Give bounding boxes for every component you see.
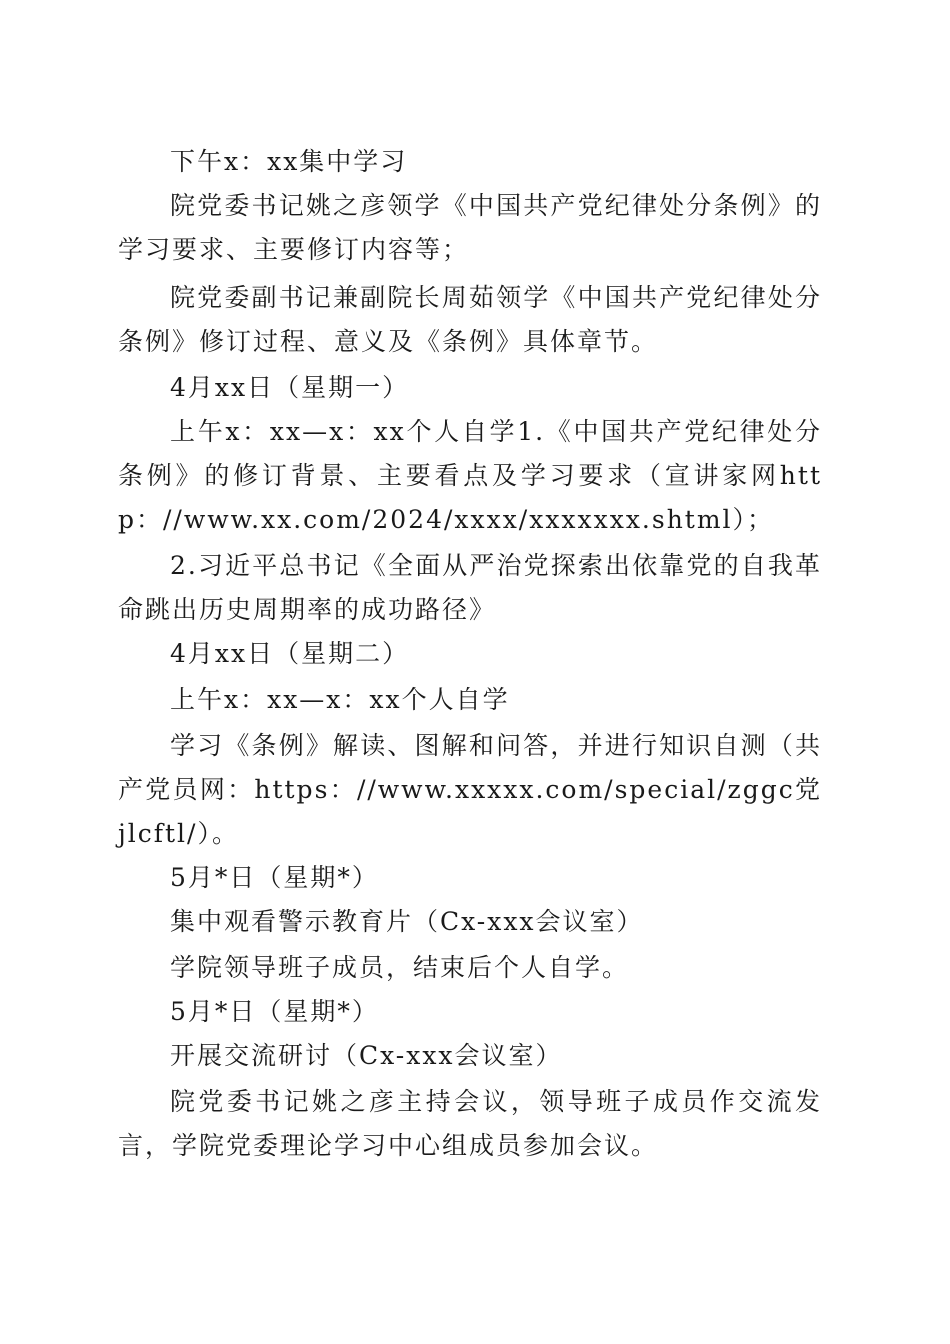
paragraph-warning-film: 集中观看警示教育片（Cx-xxx会议室） <box>170 907 644 936</box>
paragraph-secretary-lead: 院党委书记姚之彦领学《中国共产党纪律处分条例》的学习要求、主要修订内容等； <box>118 191 822 264</box>
paragraph-study-test: 学习《条例》解读、图解和问答，并进行知识自测（共产党员网：https：//www.xxxxx.com/special/zggc党jlcftl/）。 <box>118 731 822 848</box>
paragraph-leadership-members: 学院领导班子成员，结束后个人自学。 <box>170 953 630 982</box>
paragraph-discussion: 开展交流研讨（Cx-xxx会议室） <box>170 1041 563 1070</box>
paragraph-date-may-a: 5月*日（星期*） <box>170 863 379 892</box>
paragraph-self-study-1: 上午x：xx—x：xx个人自学1.《中国共产党纪律处分条例》的修订背景、主要看点及学习要求（宣讲家网http：//www.xx.com/2024/xxxx/xxxxxxx.shtml）； <box>118 417 822 534</box>
paragraph-deputy-lead: 院党委副书记兼副院长周茹领学《中国共产党纪律处分条例》修订过程、意义及《条例》具体章节。 <box>118 283 822 356</box>
paragraph-morning-self-study: 上午x：xx—x：xx个人自学 <box>170 685 510 714</box>
paragraph-date-tuesday: 4月xx日（星期二） <box>170 639 410 668</box>
paragraph-meeting-host: 院党委书记姚之彦主持会议，领导班子成员作交流发言，学院党委理论学习中心组成员参加会议。 <box>118 1087 822 1160</box>
paragraph-date-monday: 4月xx日（星期一） <box>170 373 410 402</box>
paragraph-afternoon-study: 下午x：xx集中学习 <box>170 147 408 176</box>
paragraph-date-may-b: 5月*日（星期*） <box>170 997 379 1026</box>
paragraph-self-study-2: 2.习近平总书记《全面从严治党探索出依靠党的自我革命跳出历史周期率的成功路径》 <box>118 551 822 624</box>
